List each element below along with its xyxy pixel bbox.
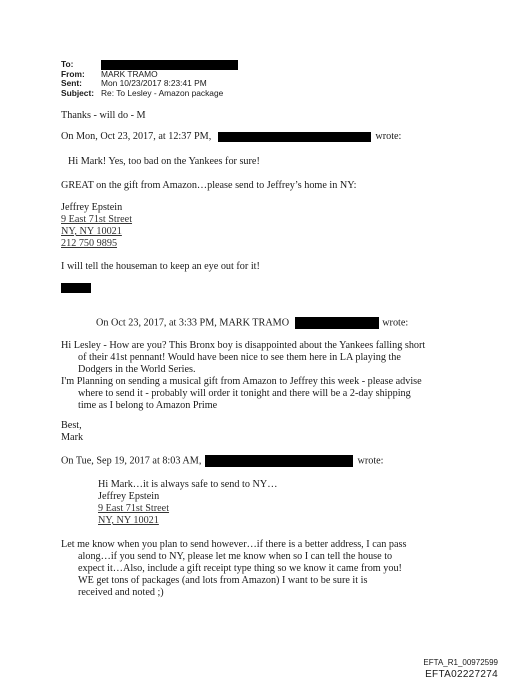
body-line: expect it…Also, include a gift receipt type thing so we know it came from you! (78, 563, 402, 574)
address-street-link[interactable]: 9 East 71st Street (61, 214, 133, 225)
address-city-link[interactable]: NY, NY 10021 (98, 515, 159, 526)
body-line: Thanks - will do - M (61, 110, 146, 121)
body-line: along…if you send to NY, please let me know when so I can tell the house to (78, 551, 393, 562)
quote-header-suffix: wrote: (382, 317, 409, 329)
quote-header-suffix: wrote: (357, 455, 384, 467)
body-line: received and noted ;) (78, 587, 164, 598)
subject-row (61, 89, 238, 98)
body-line: GREAT on the gift from Amazon…please send to Jeffrey’s home in NY: (61, 180, 357, 191)
from-label: From: (61, 69, 85, 79)
subject-value: Re: To Lesley - Amazon package (101, 87, 224, 98)
quote-header-2 (96, 317, 408, 330)
body-line: Hi Mark…it is always safe to send to NY… (98, 479, 278, 490)
bates-number-secondary: EFTA02227274 (425, 669, 498, 680)
redaction-box (205, 455, 353, 467)
quote-header-suffix: wrote: (375, 131, 402, 142)
body-line: where to send it - probably will order it tonight and there will be a 2-day shipping (78, 388, 411, 399)
email-header (61, 60, 238, 98)
redaction-box (295, 317, 379, 329)
quote-header-prefix: On Tue, Sep 19, 2017 at 8:03 AM, (61, 455, 202, 467)
bates-number-primary: EFTA_R1_00972599 (423, 658, 498, 667)
redaction-box (218, 132, 371, 142)
signoff: Best, (61, 420, 82, 431)
body-line: WE get tons of packages (and lots from Amazon) I want to be sure it is (78, 575, 368, 586)
to-label: To: (61, 59, 74, 69)
body-line: I will tell the houseman to keep an eye out for it! (61, 261, 260, 272)
quote-header-3 (61, 455, 384, 468)
address-city-link[interactable]: NY, NY 10021 (61, 226, 122, 237)
body-line: of their 41st pennant! Would have been nice to see them here in LA playing the (78, 352, 401, 363)
body-line: Hi Mark! Yes, too bad on the Yankees for sure! (68, 156, 260, 167)
quote-header-1 (61, 131, 401, 143)
address-name: Jeffrey Epstein (61, 202, 123, 213)
from-value: MARK TRAMO (101, 69, 158, 79)
address-street-link[interactable]: 9 East 71st Street (98, 503, 170, 514)
sent-value: Mon 10/23/2017 8:23:41 PM (101, 78, 207, 89)
quote-header-prefix: On Mon, Oct 23, 2017, at 12:37 PM, (61, 131, 212, 142)
sent-label: Sent: (61, 78, 82, 89)
address-name: Jeffrey Epstein (98, 491, 160, 502)
body-line: Hi Lesley - How are you? This Bronx boy is disappointed about the Yankees falling short (61, 340, 426, 351)
body-line: I'm Planning on sending a musical gift from Amazon to Jeffrey this week - please advise (61, 376, 422, 387)
redaction-box (61, 283, 91, 293)
subject-label: Subject: (61, 87, 95, 98)
body-line: Let me know when you plan to send however…if there is a better address, I can pass (61, 539, 407, 550)
phone-link[interactable]: 212 750 9895 (61, 238, 118, 249)
body-line: Dodgers in the World Series. (78, 364, 196, 375)
signature-name: Mark (61, 432, 84, 443)
body-line: time as I belong to Amazon Prime (78, 400, 218, 411)
quote-header-prefix: On Oct 23, 2017, at 3:33 PM, MARK TRAMO (96, 317, 290, 329)
